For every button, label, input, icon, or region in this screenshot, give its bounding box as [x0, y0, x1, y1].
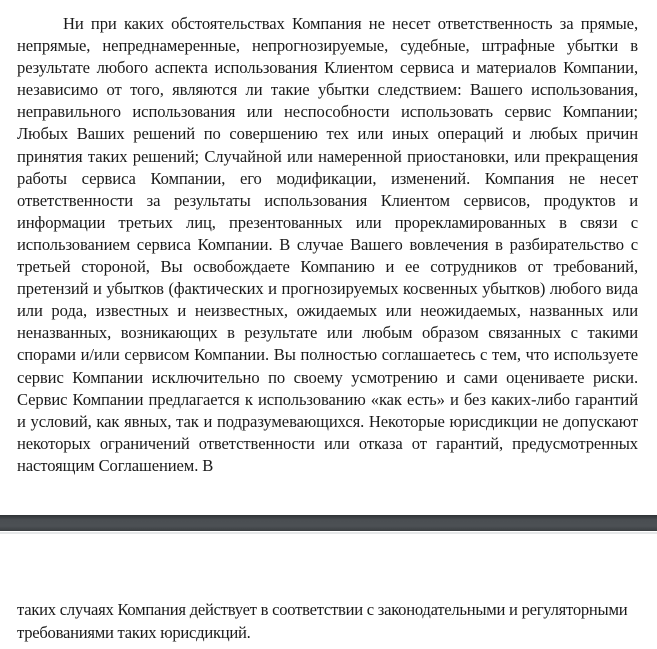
continuation-line-2: требованиями таких юрисдикций.: [17, 622, 251, 642]
page-break-separator: [0, 515, 657, 531]
continuation-line-1: таких случаях Компания действует в соответствии с законодательными и регуляторными: [17, 600, 628, 619]
paragraph-continuation: [17, 599, 657, 644]
paragraph-liability: Ни при каких обстоятельствах Компания не несет ответственность за прямые, непрямые, непреднамеренные, непрогнозируемые, судебные, штрафные убытки в результате любого аспекта использования Клиентом сервиса и материалов Компании, независимо от того, являются ли такие убытки следствием: Вашего использования, неправильного использования или неспособности использовать сервис Компании; Любых Ваших решений по совершению тех или иных операций и любых причин принятия таких решений; Случайной или намеренной приостановки, или прекращения работы сервиса Компании, его модификации, изменений. Компания не несет ответственности за результаты использования Клиентом сервисов, продуктов и информации третьих лиц, презентованных или прорекламированных в связи с использованием сервиса Компании. В случае Вашего вовлечения в разбирательство с третьей стороной, Вы освобождаете Компанию и ее сотрудников от требований, претензий и убытков (фактических и прогнозируемых косвенных убытков) любого вида или рода, известных и неизвестных, ожидаемых или неожидаемых, названных или неназванных, возникающих в результате или любым образом связанных с такими спорами и/или сервисом Компании. Вы полностью соглашаетесь с тем, что используете сервис Компании исключительно по своему усмотрению и сами оцениваете риски. Сервис Компании предлагается к использованию «как есть» и без каких-либо гарантий и условий, как явных, так и подразумевающихся. Некоторые юрисдикции не допускают некоторых ограничений ответственности или отказа от гарантий, предусмотренных настоящим Соглашением. В: [17, 14, 638, 475]
document-page-bottom: [0, 534, 657, 649]
